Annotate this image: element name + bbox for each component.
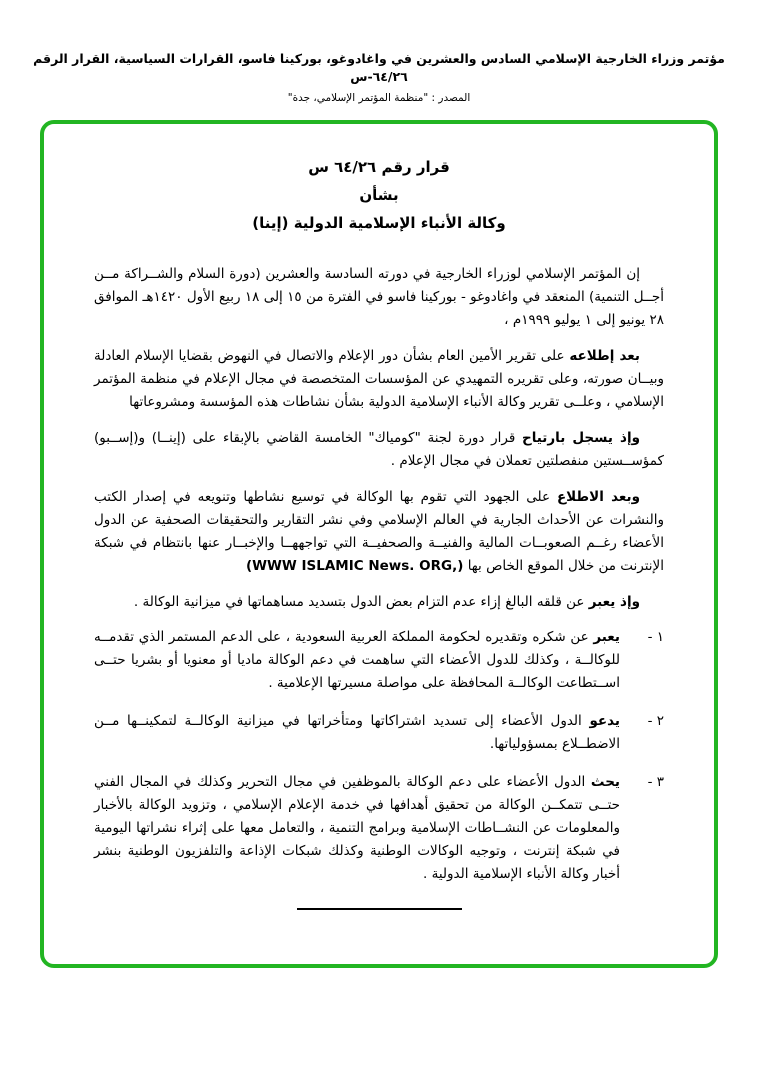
document-source-line: المصدر : "منظمة المؤتمر الإسلامي، جدة" (287, 92, 471, 104)
operative-item (94, 710, 664, 756)
item-text (94, 626, 620, 695)
resolution-frame (40, 120, 718, 968)
item-lead: يعبر (593, 629, 620, 646)
resolution-subject-label: بشأن (359, 185, 399, 204)
end-of-document-rule (297, 908, 462, 910)
operative-item (94, 626, 664, 695)
paragraph-lead: وإذ يسجل بارتياح (521, 429, 640, 446)
item-body-text: الدول الأعضاء إلى تسديد اشتراكاتها ومتأخراتها في ميزانية الوكالــة لتمكينــها مــن الاضطــلاع بمسؤولياتها. (94, 713, 620, 753)
paragraph-text: إن المؤتمر الإسلامي لوزراء الخارجية في دورته السادسة والعشرين (دورة السلام والشــراكة مــن أجــل التنمية) المنعقد في واغادوغو - بوركينا فاسو في الفترة من ١٥ إلى ١٨ ربيع الأول ١٤٢٠هـ الموافق ٢٨ يونيو إلى ١ يوليو ١٩٩٩م ، (94, 266, 664, 329)
paragraph-lead: وإذ يعبر (588, 593, 640, 610)
item-number: ٣ - (647, 774, 664, 791)
item-lead: يحث (590, 774, 620, 791)
preamble-paragraph (94, 486, 664, 578)
preamble-paragraph (94, 427, 664, 473)
paragraph-lead: بعد إطلاعه (569, 348, 640, 365)
item-body-text: الدول الأعضاء على دعم الوكالة بالموظفين في مجال التحرير وكذلك في المجال الفني حتــى تتمكــن الوكالة من تحقيق أهدافها في خدمة الإعلام الإسلامي ، وتزويد الوكالة بالأخبار والمعلومات عن النشــاطات الإسلامية وبرامج التنمية ، والتعامل معها على إثراء نشراتها اليومية في شبكة إنترنت ، وتوجيه الوكالات الوطنية وكذلك شبكات الإذاعة والتلفزيون الوطنية بنشر أخبار وكالة الأنباء الإسلامية الدولية . (94, 774, 620, 882)
item-text (94, 710, 620, 756)
item-number: ٢ - (647, 713, 664, 730)
resolution-title-block (94, 154, 664, 237)
item-text (94, 771, 620, 886)
item-lead: يدعو (589, 713, 621, 730)
paragraph-lead: وبعد الاطلاع (556, 488, 641, 505)
preamble-paragraph (94, 263, 664, 332)
preamble-paragraph (94, 591, 664, 614)
paragraph-text: على تقرير الأمين العام بشأن دور الإعلام والاتصال في النهوض بقضايا الإسلام العادلة وبيــان صورته، وعلى تقريره التمهيدي عن المؤسسات المتخصصة في مجال الإعلام في منظمة المؤتمر الإسلامي ، وعلــى تقرير وكالة الأنباء الإسلامية الدولية بشأن نشاطات هذه المؤسسة ومشروعاتها (94, 348, 664, 410)
resolution-number-title: قرار رقم ٦٤/٢٦ س (308, 158, 450, 176)
paragraph-text: قرار دورة لجنة "كومياك" الخامسة القاضي بالإبقاء على (إينــا) و(إســبو) كمؤســستين منفصلتين تعملان في مجال الإعلام . (94, 429, 664, 469)
resolution-subject: وكالة الأنباء الإسلامية الدولية (إينا) (252, 213, 506, 232)
document-header-line: مؤتمر وزراء الخارجية الإسلامي السادس والعشرين في واغادوغو، بوركينا فاسو، القرارات السياسية، القرار الرقم ٦٤/٢٦-س (33, 51, 725, 84)
item-number: ١ - (647, 629, 664, 646)
preamble-paragraph (94, 345, 664, 414)
operative-item (94, 771, 664, 886)
item-body-text: عن شكره وتقديره لحكومة المملكة العربية السعودية ، على الدعم المستمر الذي تقدمــه للوكالــة ، وكذلك للدول الأعضاء التي ساهمت في دعم الوكالة ماديا أو معنويا أو بشريا حتــى اســتطاعت الوكالــة المحافظة على مواصلة مسيرتها الإعلامية . (94, 629, 620, 692)
paragraph-text: على الجهود التي تقوم بها الوكالة في توسيع نشاطها وتنويعه في إصدار الكتب والنشرات عن الأحداث الجارية في العالم الإسلامي وفي نشر التقارير والتحقيقات الصحفية عن الدول الأعضاء رغــم الصعوبــات المالية والفنيــة والصحفيــة التي تواجههــا والإخبــار عنها بانتظام في شبكة الإنترنت من خلال الموقع الخاص بها (94, 488, 664, 574)
paragraph-text: عن قلقه البالغ إزاء عدم التزام بعض الدول بتسديد مساهماتها في ميزانية الوكالة . (133, 593, 585, 610)
agency-website-text: (WWW ISLAMIC News. ORG,) (245, 557, 464, 574)
operative-items (94, 626, 664, 885)
